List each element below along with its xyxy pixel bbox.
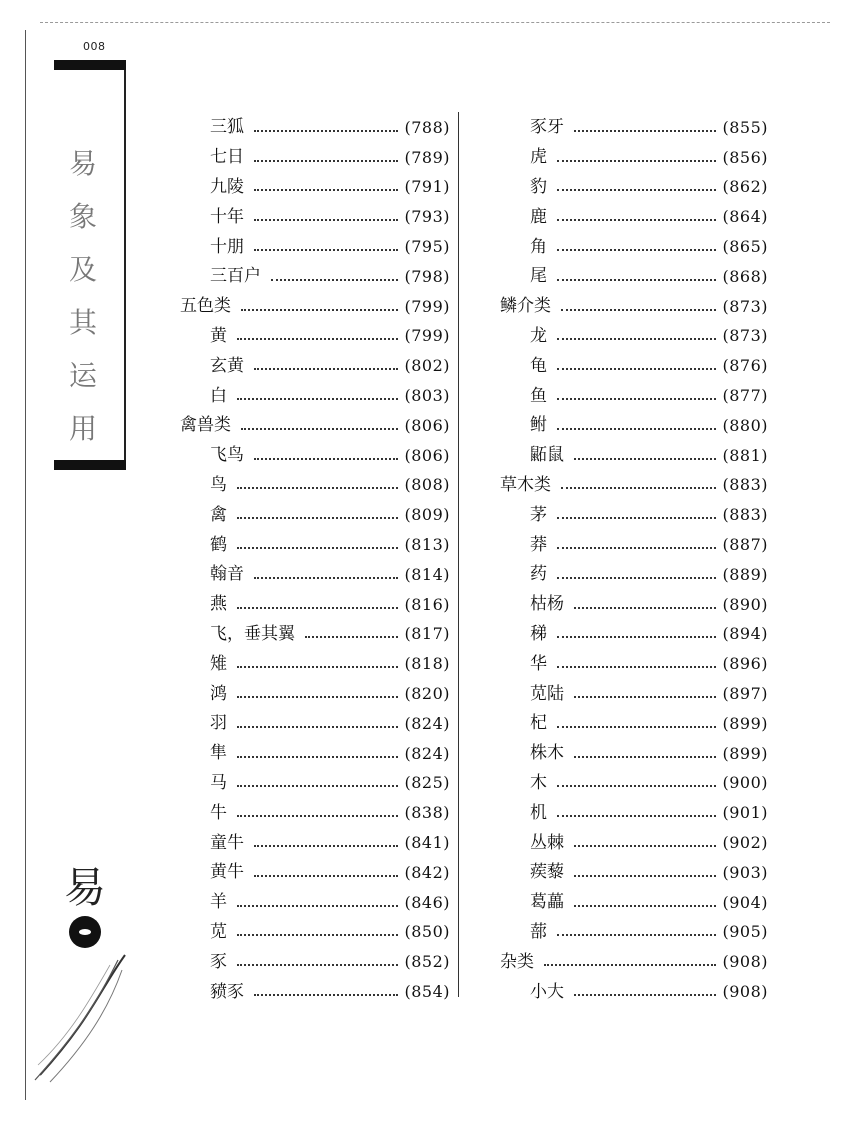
toc-term: 机 <box>530 802 547 823</box>
toc-term: 羽 <box>210 713 227 734</box>
dot-leader <box>557 666 716 668</box>
toc-term: 鸟 <box>210 474 227 495</box>
toc-entry <box>500 113 768 143</box>
toc-term: 枯杨 <box>530 594 564 615</box>
toc-term: 丛棘 <box>530 832 564 853</box>
toc-column-left <box>180 113 450 1007</box>
toc-page-ref: (789) <box>404 147 450 167</box>
toc-term: 牛 <box>210 802 227 823</box>
toc-page-ref: (820) <box>404 684 450 704</box>
toc-page-ref: (881) <box>722 445 768 465</box>
toc-term: 稊 <box>530 623 547 644</box>
toc-term: 十朋 <box>210 236 244 257</box>
toc-entry <box>180 471 450 501</box>
toc-entry <box>500 858 768 888</box>
dot-leader <box>574 607 716 609</box>
toc-entry <box>500 322 768 352</box>
dot-leader <box>237 785 398 787</box>
toc-entry <box>500 679 768 709</box>
toc-entry <box>180 649 450 679</box>
toc-entry <box>180 530 450 560</box>
dot-leader <box>237 934 398 936</box>
toc-page-ref: (856) <box>722 147 768 167</box>
toc-entry <box>500 649 768 679</box>
toc-term: 鸿 <box>210 683 227 704</box>
toc-entry <box>180 739 450 769</box>
dot-leader <box>544 964 716 966</box>
toc-page-ref: (883) <box>722 475 768 495</box>
toc-page-ref: (806) <box>404 445 450 465</box>
toc-entry <box>500 500 768 530</box>
toc-term: 隼 <box>210 743 227 764</box>
toc-entry <box>180 858 450 888</box>
toc-term: 童牛 <box>210 832 244 853</box>
dot-leader <box>241 309 398 311</box>
dot-leader <box>254 994 398 996</box>
toc-entry <box>180 798 450 828</box>
side-title-char: 象 <box>68 200 97 233</box>
toc-term: 株木 <box>530 743 564 764</box>
side-title-char: 其 <box>68 306 97 339</box>
toc-entry <box>180 828 450 858</box>
toc-term: 蒺藜 <box>530 862 564 883</box>
toc-entry <box>500 828 768 858</box>
toc-term: 豕牙 <box>530 117 564 138</box>
toc-term: 虎 <box>530 147 547 168</box>
toc-entry <box>500 232 768 262</box>
dot-leader <box>237 696 398 698</box>
emblem-glyph: 易 <box>63 863 107 912</box>
toc-entry <box>180 262 450 292</box>
toc-page-ref: (825) <box>404 773 450 793</box>
toc-page-ref: (814) <box>404 564 450 584</box>
dot-leader <box>574 845 716 847</box>
toc-column-right <box>500 113 768 1007</box>
toc-page-ref: (890) <box>722 594 768 614</box>
toc-page-ref: (813) <box>404 535 450 555</box>
toc-page-ref: (824) <box>404 743 450 763</box>
frame-top-bar <box>54 60 126 70</box>
toc-entry <box>500 918 768 948</box>
toc-entry <box>180 173 450 203</box>
top-rule <box>40 22 830 23</box>
toc-page-ref: (904) <box>722 892 768 912</box>
dot-leader <box>557 160 716 162</box>
toc-entry <box>500 709 768 739</box>
toc-term: 鹤 <box>210 534 227 555</box>
dot-leader <box>561 309 716 311</box>
toc-entry <box>180 322 450 352</box>
toc-term: 羊 <box>210 892 227 913</box>
dot-leader <box>305 636 398 638</box>
dot-leader <box>254 875 398 877</box>
toc-entry <box>500 798 768 828</box>
dot-leader <box>574 994 716 996</box>
dot-leader <box>557 934 716 936</box>
toc-term: 飞，垂其翼 <box>210 623 295 644</box>
toc-page-ref: (803) <box>404 386 450 406</box>
toc-entry <box>500 262 768 292</box>
toc-term: 鲋 <box>530 415 547 436</box>
toc-entry <box>500 292 768 322</box>
toc-entry <box>180 500 450 530</box>
toc-page-ref: (846) <box>404 892 450 912</box>
toc-term: 杞 <box>530 713 547 734</box>
toc-page-ref: (897) <box>722 684 768 704</box>
toc-page-ref: (896) <box>722 654 768 674</box>
column-divider <box>458 112 459 997</box>
dot-leader <box>574 905 716 907</box>
toc-entry <box>180 947 450 977</box>
dot-leader <box>557 338 716 340</box>
toc-entry <box>180 918 450 948</box>
toc-term: 角 <box>530 236 547 257</box>
toc-entry <box>500 620 768 650</box>
toc-page-ref: (838) <box>404 803 450 823</box>
toc-term: 豕 <box>210 951 227 972</box>
dot-leader <box>237 666 398 668</box>
toc-entry <box>180 202 450 232</box>
toc-entry <box>500 590 768 620</box>
toc-entry <box>180 143 450 173</box>
toc-entry <box>500 351 768 381</box>
toc-page-ref: (880) <box>722 415 768 435</box>
dot-leader <box>237 517 398 519</box>
toc-page-ref: (855) <box>722 117 768 137</box>
toc-page-ref: (899) <box>722 743 768 763</box>
toc-term: 葛藟 <box>530 892 564 913</box>
toc-page-ref: (842) <box>404 862 450 882</box>
toc-page-ref: (818) <box>404 654 450 674</box>
toc-page-ref: (908) <box>722 952 768 972</box>
dot-leader <box>237 905 398 907</box>
toc-page-ref: (850) <box>404 922 450 942</box>
toc-entry <box>180 411 450 441</box>
side-title-char: 及 <box>68 253 97 286</box>
dot-leader <box>237 338 398 340</box>
side-title-char: 运 <box>68 359 97 392</box>
dot-leader <box>254 458 398 460</box>
toc-entry <box>180 679 450 709</box>
dot-leader <box>241 428 398 430</box>
toc-page-ref: (900) <box>722 773 768 793</box>
toc-page-ref: (806) <box>404 415 450 435</box>
dot-leader <box>557 368 716 370</box>
dot-leader <box>254 368 398 370</box>
toc-term: 十年 <box>210 206 244 227</box>
toc-term: 翰音 <box>210 564 244 585</box>
toc-page-ref: (908) <box>722 982 768 1001</box>
toc-entry <box>500 411 768 441</box>
toc-entry <box>500 888 768 918</box>
toc-term: 豹 <box>530 176 547 197</box>
toc-term: 燕 <box>210 594 227 615</box>
dot-leader <box>237 607 398 609</box>
toc-entry <box>500 471 768 501</box>
dot-leader <box>237 487 398 489</box>
toc-term: 茅 <box>530 504 547 525</box>
toc-term: 黄 <box>210 325 227 346</box>
dot-leader <box>574 696 716 698</box>
toc-entry <box>500 143 768 173</box>
toc-entry <box>500 947 768 977</box>
toc-term: 尾 <box>530 266 547 287</box>
toc-page-ref: (865) <box>722 237 768 257</box>
side-title <box>58 147 108 445</box>
toc-term: 雉 <box>210 653 227 674</box>
toc-entry <box>500 739 768 769</box>
yi-emblem-logo <box>30 850 140 1090</box>
dot-leader <box>574 130 716 132</box>
toc-term: 苋 <box>210 921 227 942</box>
toc-page-ref: (902) <box>722 833 768 853</box>
dot-leader <box>237 726 398 728</box>
toc-page-ref: (887) <box>722 535 768 555</box>
toc-page-ref: (798) <box>404 266 450 286</box>
toc-term: 鹿 <box>530 206 547 227</box>
toc-term: 蔀 <box>530 921 547 942</box>
toc-entry <box>180 977 450 1007</box>
toc-page-ref: (816) <box>404 594 450 614</box>
toc-page-ref: (899) <box>722 713 768 733</box>
toc-entry <box>180 441 450 471</box>
toc-term: 莽 <box>530 534 547 555</box>
toc-page-ref: (876) <box>722 356 768 376</box>
dot-leader <box>557 219 716 221</box>
dot-leader <box>254 189 398 191</box>
dot-leader <box>237 547 398 549</box>
toc-term: 苋陆 <box>530 683 564 704</box>
toc-page-ref: (809) <box>404 505 450 525</box>
dot-leader <box>557 726 716 728</box>
toc-page-ref: (894) <box>722 624 768 644</box>
dot-leader <box>557 547 716 549</box>
toc-page-ref: (824) <box>404 713 450 733</box>
toc-term: 九陵 <box>210 176 244 197</box>
toc-entry <box>180 709 450 739</box>
toc-term: 五色类 <box>180 296 231 317</box>
toc-term: 玄黄 <box>210 355 244 376</box>
toc-term: 马 <box>210 772 227 793</box>
toc-entry <box>180 232 450 262</box>
toc-page-ref: (791) <box>404 177 450 197</box>
toc-entry <box>500 530 768 560</box>
toc-entry <box>500 769 768 799</box>
toc-term: 三百户 <box>210 266 261 287</box>
toc-page-ref: (883) <box>722 505 768 525</box>
toc-term: 鼫鼠 <box>530 445 564 466</box>
toc-term: 华 <box>530 653 547 674</box>
toc-entry <box>180 381 450 411</box>
dot-leader <box>237 964 398 966</box>
toc-term: 鱼 <box>530 385 547 406</box>
toc-entry <box>180 351 450 381</box>
toc-term: 药 <box>530 564 547 585</box>
toc-entry <box>500 560 768 590</box>
toc-term: 七日 <box>210 147 244 168</box>
dot-leader <box>254 219 398 221</box>
toc-page-ref: (868) <box>722 266 768 286</box>
dot-leader <box>574 458 716 460</box>
toc-page-ref: (903) <box>722 862 768 882</box>
dot-leader <box>557 636 716 638</box>
toc-page-ref: (889) <box>722 564 768 584</box>
frame-bottom-bar <box>54 460 126 470</box>
toc-page-ref: (795) <box>404 237 450 257</box>
dot-leader <box>254 249 398 251</box>
toc-page-ref: (862) <box>722 177 768 197</box>
toc-page-ref: (901) <box>722 803 768 823</box>
dot-leader <box>557 428 716 430</box>
dot-leader <box>574 756 716 758</box>
dot-leader <box>237 756 398 758</box>
toc-page-ref: (841) <box>404 833 450 853</box>
toc-entry <box>180 620 450 650</box>
toc-entry <box>180 113 450 143</box>
toc-term: 白 <box>210 385 227 406</box>
toc-term: 豮豕 <box>210 981 244 1002</box>
toc-term: 小大 <box>530 981 564 1002</box>
toc-term: 草木类 <box>500 474 551 495</box>
toc-page-ref: (788) <box>404 117 450 137</box>
dot-leader <box>271 279 398 281</box>
dot-leader <box>254 845 398 847</box>
dot-leader <box>557 398 716 400</box>
toc-page-ref: (854) <box>404 982 450 1001</box>
toc-entry <box>180 292 450 322</box>
toc-entry <box>500 381 768 411</box>
toc-entry <box>500 441 768 471</box>
toc-page-ref: (799) <box>404 326 450 346</box>
gutter-line <box>25 30 26 1100</box>
toc-term: 木 <box>530 772 547 793</box>
dot-leader <box>557 577 716 579</box>
toc-term: 禽 <box>210 504 227 525</box>
toc-term: 杂类 <box>500 951 534 972</box>
dot-leader <box>254 577 398 579</box>
dot-leader <box>557 279 716 281</box>
toc-page-ref: (802) <box>404 356 450 376</box>
toc-entry <box>500 202 768 232</box>
toc-term: 三狐 <box>210 117 244 138</box>
dot-leader <box>254 160 398 162</box>
toc-entry <box>180 590 450 620</box>
toc-page-ref: (864) <box>722 207 768 227</box>
toc-entry <box>500 173 768 203</box>
toc-term: 飞鸟 <box>210 445 244 466</box>
toc-term: 黄牛 <box>210 862 244 883</box>
dot-leader <box>557 815 716 817</box>
toc-page-ref: (873) <box>722 296 768 316</box>
dot-leader <box>237 815 398 817</box>
toc-term: 禽兽类 <box>180 415 231 436</box>
toc-page-ref: (877) <box>722 386 768 406</box>
dot-leader <box>254 130 398 132</box>
toc-term: 龟 <box>530 355 547 376</box>
side-title-char: 易 <box>68 147 97 180</box>
dot-leader <box>557 249 716 251</box>
toc-page-ref: (817) <box>404 624 450 644</box>
dot-leader <box>574 875 716 877</box>
toc-page-ref: (852) <box>404 952 450 972</box>
dot-leader <box>557 785 716 787</box>
frame-vertical-line <box>124 70 126 460</box>
dot-leader <box>557 189 716 191</box>
dot-leader <box>557 517 716 519</box>
toc-entry <box>500 977 768 1007</box>
toc-term: 龙 <box>530 325 547 346</box>
toc-page-ref: (873) <box>722 326 768 346</box>
toc-page-ref: (905) <box>722 922 768 942</box>
page-number: 008 <box>83 40 106 53</box>
toc-page-ref: (808) <box>404 475 450 495</box>
toc-page-ref: (793) <box>404 207 450 227</box>
toc-entry <box>180 888 450 918</box>
toc-term: 鳞介类 <box>500 296 551 317</box>
toc-page-ref: (799) <box>404 296 450 316</box>
toc-entry <box>180 769 450 799</box>
side-title-char: 用 <box>68 412 97 445</box>
toc-entry <box>180 560 450 590</box>
dot-leader <box>561 487 716 489</box>
dot-leader <box>237 398 398 400</box>
